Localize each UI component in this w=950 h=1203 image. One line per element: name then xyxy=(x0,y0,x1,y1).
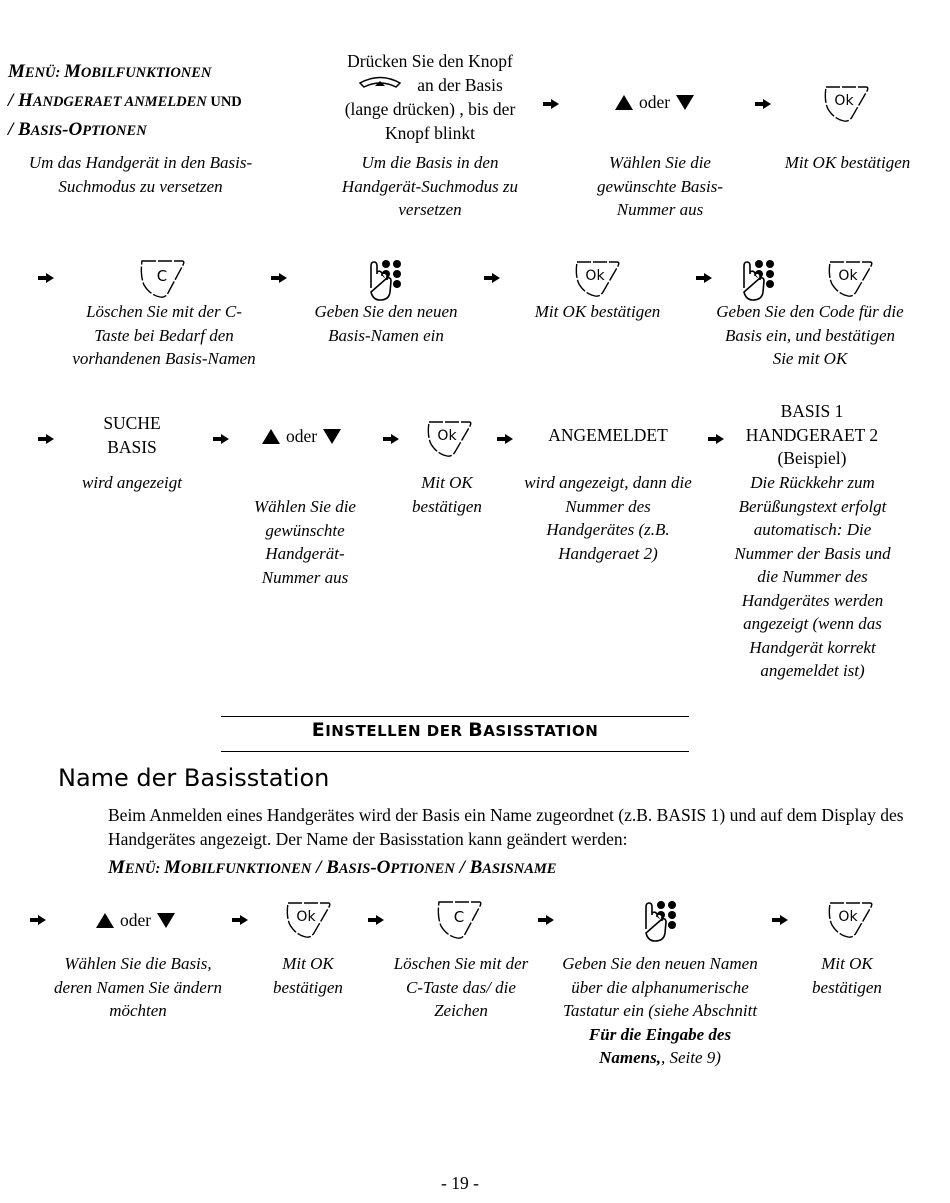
ok-key-icon xyxy=(425,418,473,458)
keypad-icon xyxy=(739,258,777,302)
arrow-icon xyxy=(38,270,54,280)
step-caption: Mit OK bestätigen xyxy=(784,153,911,172)
step-caption: Um die Basis in den Handgerät-Suchmodus zu versetzen xyxy=(341,153,519,219)
step-caption: Wählen Sie die gewünschte Handgerät-Nummer aus xyxy=(254,497,356,587)
page-number: - 19 - xyxy=(441,1173,479,1193)
down-arrow-icon xyxy=(323,429,341,444)
svg-text:Ok: Ok xyxy=(838,909,858,925)
keypad-icon xyxy=(366,258,404,302)
step-caption: Mit OK bestätigen xyxy=(273,954,343,997)
arrow-icon xyxy=(38,431,54,441)
svg-text:Ok: Ok xyxy=(437,428,457,444)
svg-text:Ok: Ok xyxy=(834,93,854,109)
arrow-icon xyxy=(772,912,788,922)
up-arrow-icon xyxy=(615,95,633,110)
arrow-icon xyxy=(368,912,384,922)
arrow-icon xyxy=(543,96,559,106)
up-down-keys: oder xyxy=(96,910,175,931)
step-caption: Geben Sie den neuen Basis-Namen ein xyxy=(314,302,458,345)
ok-key-icon xyxy=(822,83,870,123)
section-title: EINSTELLEN DER BASISSTATION xyxy=(311,719,599,741)
step-caption: Geben Sie den neuen Namen über die alphanumerische Tastatur ein (siehe Abschnitt Für die Eingabe des Namens,, Seite 9) xyxy=(562,954,758,1067)
up-down-keys: oder xyxy=(262,426,341,447)
svg-text:C: C xyxy=(156,267,168,285)
menu-path-register: MENÜ: MOBILFUNKTIONEN / HANDGERAET ANMELDEN UND / BASIS-OPTIONEN xyxy=(8,61,242,140)
step-caption: Mit OK bestätigen xyxy=(412,473,482,516)
arrow-icon xyxy=(484,270,500,280)
arrow-icon xyxy=(213,431,229,441)
up-arrow-icon xyxy=(262,429,280,444)
c-key-icon xyxy=(435,898,483,940)
divider xyxy=(221,716,689,717)
step-caption: Die Rückkehr zum Berüßungstext erfolgt automatisch: Die Nummer der Basis und die Nummer des Handgerätes werden angezeigt (wenn das Handgerät korrekt angemeldet ist) xyxy=(734,473,891,680)
arrow-icon xyxy=(696,270,712,280)
step-caption: Mit OK bestätigen xyxy=(534,302,661,321)
arrow-icon xyxy=(708,431,724,441)
svg-text:Ok: Ok xyxy=(296,909,316,925)
keypad-icon xyxy=(641,899,679,943)
subsection-title: Name der Basisstation xyxy=(58,764,330,792)
arrow-icon xyxy=(30,912,46,922)
svg-text:Ok: Ok xyxy=(585,268,605,284)
step-caption: wird angezeigt, dann die Nummer des Handgerätes (z.B. Handgeraet 2) xyxy=(524,473,692,563)
arrow-icon xyxy=(755,96,771,106)
display-text: SUCHE BASIS xyxy=(103,413,161,457)
press-button-instruction: Drücken Sie den Knopf an der Basis (lange drücken) , bis der Knopf blinkt xyxy=(344,51,516,143)
body-paragraph: Beim Anmelden eines Handgerätes wird der Basis ein Name zugeordnet (z.B. BASIS 1) und auf dem Display des Handgerätes angezeigt. Der Name der Basisstation kann geändert werden: xyxy=(108,805,904,849)
svg-text:Ok: Ok xyxy=(838,268,858,284)
ok-key-icon xyxy=(826,899,874,939)
svg-text:C: C xyxy=(453,908,465,926)
step-caption: wird angezeigt xyxy=(82,473,182,492)
ok-key-icon xyxy=(284,899,332,939)
arrow-icon xyxy=(383,431,399,441)
step-caption: Wählen Sie die Basis, deren Namen Sie ändern möchten xyxy=(54,954,222,1020)
arrow-icon xyxy=(497,431,513,441)
step-caption: Löschen Sie mit der C-Taste das/ die Zeichen xyxy=(393,954,529,1020)
down-arrow-icon xyxy=(157,913,175,928)
base-page-button-icon xyxy=(357,74,403,99)
arrow-icon xyxy=(271,270,287,280)
step-caption: Um das Handgerät in den Basis-Suchmodus zu versetzen xyxy=(28,153,253,196)
step-caption: Geben Sie den Code für die Basis ein, und bestätigen Sie mit OK xyxy=(716,302,904,368)
arrow-icon xyxy=(232,912,248,922)
ok-key-icon xyxy=(573,258,621,298)
step-caption: Wählen Sie die gewünschte Basis-Nummer aus xyxy=(596,153,724,219)
ok-key-icon xyxy=(826,258,874,298)
down-arrow-icon xyxy=(676,95,694,110)
up-down-keys: oder xyxy=(615,92,694,113)
divider xyxy=(221,751,689,752)
arrow-icon xyxy=(538,912,554,922)
display-text: BASIS 1 HANDGERAET 2 (Beispiel) xyxy=(745,401,879,468)
step-caption: Löschen Sie mit der C-Taste bei Bedarf den vorhandenen Basis-Namen xyxy=(72,302,256,368)
up-arrow-icon xyxy=(96,913,114,928)
display-text: ANGEMELDET xyxy=(548,425,668,445)
step-caption: Mit OK bestätigen xyxy=(812,954,882,997)
c-key-icon xyxy=(138,257,186,299)
menu-path-basename: MENÜ: MOBILFUNKTIONEN / BASIS-OPTIONEN / BASISNAME xyxy=(108,857,557,878)
